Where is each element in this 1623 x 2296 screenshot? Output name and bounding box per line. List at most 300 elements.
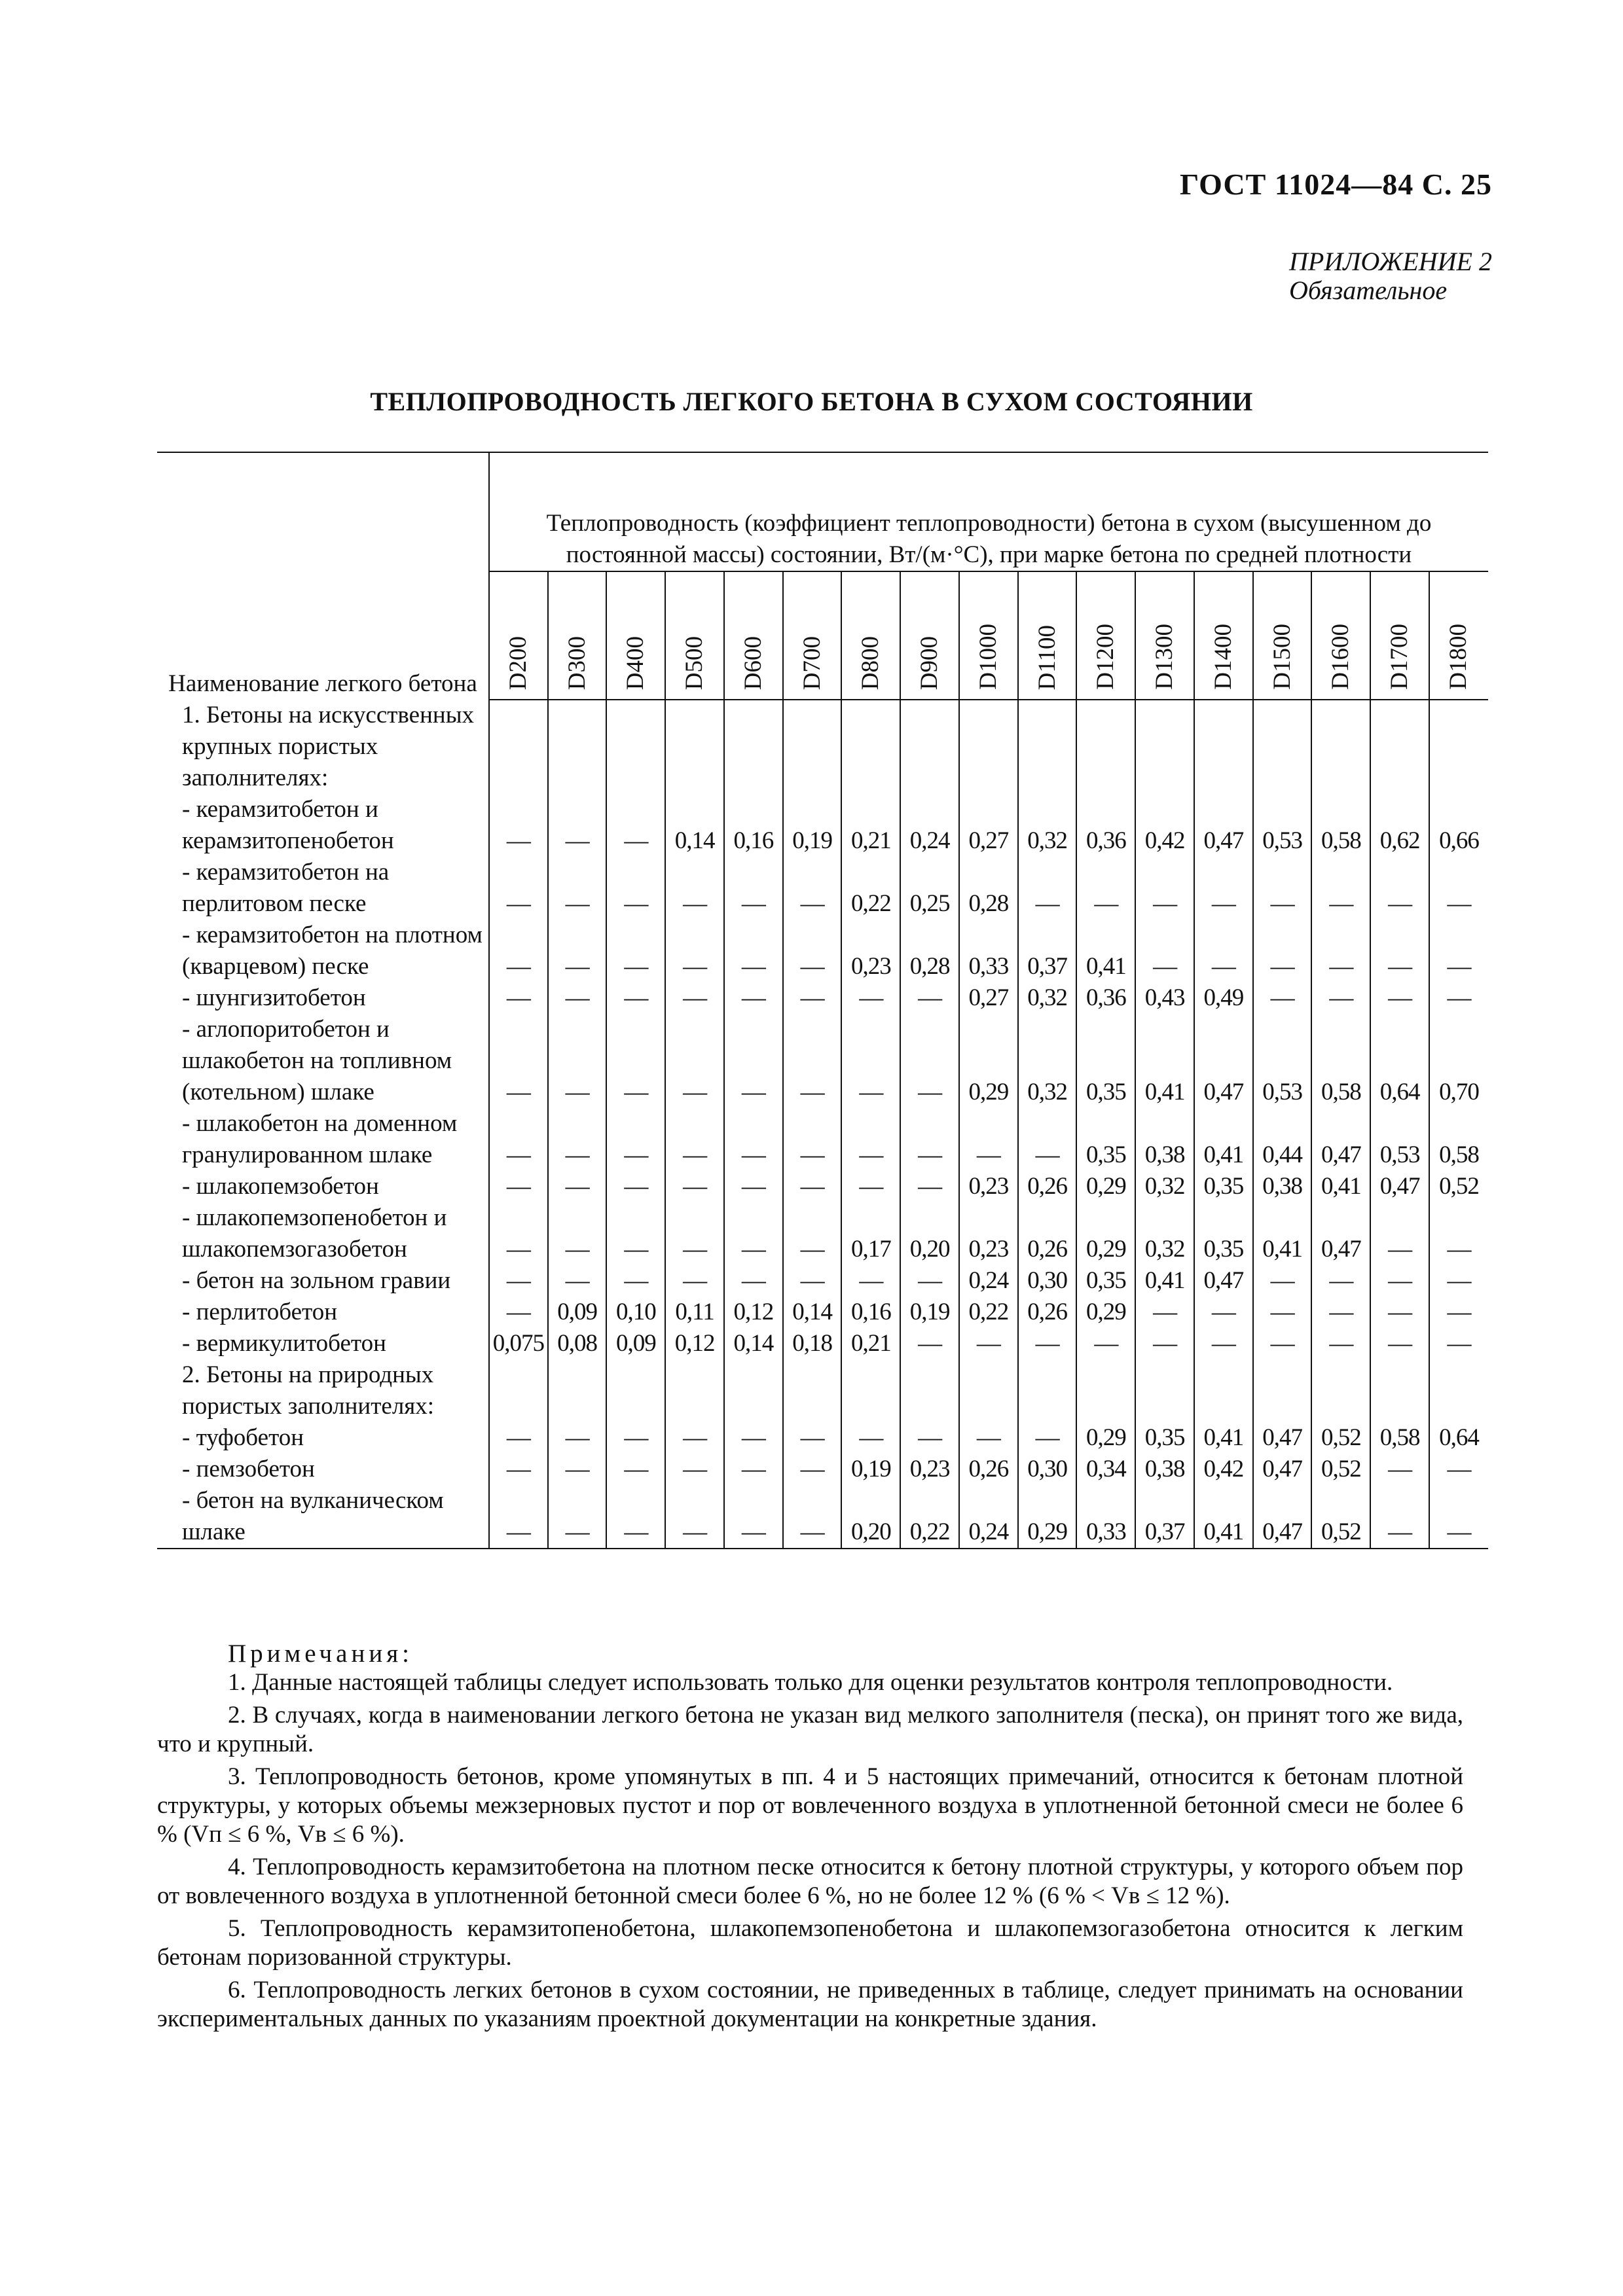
conductivity-value: 0,21 <box>841 1328 900 1359</box>
conductivity-value: — <box>1370 1297 1429 1328</box>
concrete-name <box>157 857 489 920</box>
conductivity-value: 0,23 <box>841 920 900 982</box>
grade-header <box>900 571 959 700</box>
conductivity-value: — <box>506 827 530 854</box>
conductivity-value <box>1311 700 1370 794</box>
grade-label: D700 <box>798 636 826 690</box>
conductivity-value: 0,26 <box>1018 1171 1077 1202</box>
conductivity-value: 0,52 <box>1429 1171 1488 1202</box>
conductivity-value: — <box>1253 1265 1312 1297</box>
conductivity-value: 0,19 <box>783 794 842 857</box>
grade-label: D1500 <box>1268 624 1296 690</box>
note-item: 2. В случаях, когда в наименовании легкого бетона не указан вид мелкого заполнителя (песка), он принят того же вида, что и крупный. <box>157 1702 1463 1757</box>
grade-header <box>489 571 548 700</box>
conductivity-value: 0,09 <box>606 1328 665 1359</box>
conductivity-value: — <box>959 1108 1018 1171</box>
conductivity-value: — <box>606 1265 665 1297</box>
conductivity-value: — <box>900 982 959 1014</box>
conductivity-value: — <box>606 1454 665 1485</box>
conductivity-value: — <box>1311 857 1370 920</box>
conductivity-value <box>1253 700 1312 794</box>
conductivity-value: — <box>724 1454 783 1485</box>
conductivity-value: 0,32 <box>1018 982 1077 1014</box>
grade-header <box>548 571 607 700</box>
conductivity-value: 0,47 <box>1311 1202 1370 1265</box>
grade-header <box>1194 571 1253 700</box>
conductivity-value: — <box>606 1485 665 1549</box>
conductivity-value: 0,52 <box>1311 1485 1370 1549</box>
concrete-name <box>157 700 489 794</box>
conductivity-value: 0,53 <box>1370 1108 1429 1171</box>
conductivity-value <box>489 1359 548 1422</box>
conductivity-value: 0,10 <box>606 1297 665 1328</box>
conductivity-value: — <box>665 857 724 920</box>
conductivity-value: — <box>606 1422 665 1454</box>
conductivity-value: — <box>606 1171 665 1202</box>
conductivity-value: — <box>1194 857 1253 920</box>
grade-header <box>1370 571 1429 700</box>
conductivity-value: 0,29 <box>1076 1297 1135 1328</box>
appendix-status: Обязательное <box>1289 276 1448 305</box>
conductivity-value: — <box>665 982 724 1014</box>
conductivity-value: — <box>548 1171 607 1202</box>
conductivity-value: 0,16 <box>724 794 783 857</box>
concrete-name-text: - бетон на вулканическом шлаке <box>182 1487 444 1545</box>
grade-label: D400 <box>622 636 649 690</box>
conductivity-value: 0,29 <box>959 1014 1018 1108</box>
conductivity-value: — <box>959 1328 1018 1359</box>
note-item: 6. Теплопроводность легких бетонов в сухом состоянии, не приведенных в таблице, следует принимать на основании экспериментальных данных по указаниям проектной документации на конкретные здания. <box>157 1977 1463 2032</box>
conductivity-value: — <box>783 1265 842 1297</box>
table-group-row <box>157 1359 1488 1422</box>
conductivity-value <box>1194 1359 1253 1422</box>
conductivity-value: 0,19 <box>900 1297 959 1328</box>
concrete-name <box>157 982 489 1014</box>
grade-header <box>1018 571 1077 700</box>
conductivity-value: — <box>1135 1297 1194 1328</box>
conductivity-value: — <box>606 794 665 857</box>
table-row <box>157 794 1488 857</box>
conductivity-value: 0,53 <box>1253 1014 1312 1108</box>
conductivity-value: — <box>1311 982 1370 1014</box>
conductivity-value: — <box>783 920 842 982</box>
conductivity-value <box>841 700 900 794</box>
conductivity-value: 0,14 <box>724 1328 783 1359</box>
conductivity-value: 0,58 <box>1311 794 1370 857</box>
conductivity-value: — <box>1311 1297 1370 1328</box>
conductivity-value: 0,47 <box>1253 1422 1312 1454</box>
conductivity-value: — <box>1253 920 1312 982</box>
conductivity-value: — <box>783 1454 842 1485</box>
conductivity-value: — <box>724 857 783 920</box>
name-column-header: Наименование легкого бетона <box>157 452 489 700</box>
conductivity-value: — <box>548 1202 607 1265</box>
conductivity-value: — <box>1370 857 1429 920</box>
conductivity-value: — <box>506 1141 530 1168</box>
table-row <box>157 920 1488 982</box>
conductivity-value: 0,26 <box>1018 1297 1077 1328</box>
concrete-name-text: - шлакопемзопенобетон и шлакопемзогазобетон <box>182 1204 447 1263</box>
conductivity-value: — <box>665 1108 724 1171</box>
conductivity-value: — <box>506 953 530 980</box>
conductivity-value: — <box>1429 982 1488 1014</box>
conductivity-value: 0,47 <box>1370 1171 1429 1202</box>
grade-header <box>724 571 783 700</box>
grade-header <box>1311 571 1370 700</box>
conductivity-value: — <box>665 1422 724 1454</box>
conductivity-value: — <box>783 1108 842 1171</box>
conductivity-value: — <box>724 1202 783 1265</box>
conductivity-value: — <box>841 1014 900 1108</box>
appendix-label: ПРИЛОЖЕНИЕ 2 <box>1289 247 1492 276</box>
conductivity-value: — <box>1311 920 1370 982</box>
conductivity-value: — <box>665 1454 724 1485</box>
conductivity-value: — <box>606 1202 665 1265</box>
conductivity-value: 0,37 <box>1135 1485 1194 1549</box>
conductivity-value: — <box>724 1422 783 1454</box>
note-item: 3. Теплопроводность бетонов, кроме упомянутых в пп. 4 и 5 настоящих примечаний, относится к бетонам плотной структуры, у которых объемы межзерновых пустот и пор от вовлеченного воздуха в уплотненной бетонной смеси не более 6 % (Vп ≤ 6 %, Vв ≤ 6 %). <box>157 1763 1463 1848</box>
conductivity-value: 0,16 <box>841 1297 900 1328</box>
conductivity-value <box>783 700 842 794</box>
concrete-name-text: - аглопоритобетон и шлакобетон на топливном (котельном) шлаке <box>182 1016 452 1105</box>
conductivity-value: 0,35 <box>1194 1202 1253 1265</box>
conductivity-value: 0,22 <box>841 857 900 920</box>
conductivity-value: 0,24 <box>900 794 959 857</box>
conductivity-value: — <box>1370 1328 1429 1359</box>
conductivity-value: 0,24 <box>959 1265 1018 1297</box>
grade-label: D900 <box>916 636 943 690</box>
concrete-name <box>157 1422 489 1454</box>
conductivity-value <box>1018 700 1077 794</box>
conductivity-value <box>1370 1359 1429 1422</box>
conductivity-value <box>1370 700 1429 794</box>
conductivity-value <box>1076 1359 1135 1422</box>
conductivity-value: 0,33 <box>959 920 1018 982</box>
conductivity-value: — <box>783 1202 842 1265</box>
conductivity-value: 0,08 <box>548 1328 607 1359</box>
conductivity-value: 0,49 <box>1194 982 1253 1014</box>
conductivity-value: 0,29 <box>1076 1202 1135 1265</box>
concrete-name <box>157 1265 489 1297</box>
conductivity-value: 0,32 <box>1018 1014 1077 1108</box>
conductivity-value: — <box>724 1171 783 1202</box>
conductivity-value: — <box>1253 1297 1312 1328</box>
conductivity-value: 0,11 <box>665 1297 724 1328</box>
note-item: 5. Теплопроводность керамзитопенобетона, шлакопемзопенобетона и шлакопемзогазобетона относится к легким бетонам поризованной структуры. <box>157 1915 1463 1971</box>
table-group-row <box>157 700 1488 794</box>
conductivity-value: — <box>1018 1108 1077 1171</box>
conductivity-value: 0,30 <box>1018 1454 1077 1485</box>
grade-header <box>1076 571 1135 700</box>
conductivity-value: 0,20 <box>900 1202 959 1265</box>
conductivity-value <box>841 1359 900 1422</box>
notes-section <box>157 1640 1463 2037</box>
grade-header <box>665 571 724 700</box>
conductivity-value: — <box>1429 1265 1488 1297</box>
conductivity-value: 0,52 <box>1311 1454 1370 1485</box>
conductivity-value: — <box>1194 1297 1253 1328</box>
conductivity-value: — <box>506 1173 530 1200</box>
conductivity-value <box>548 1359 607 1422</box>
conductivity-value: 0,38 <box>1253 1171 1312 1202</box>
conductivity-value: 0,36 <box>1076 982 1135 1014</box>
conductivity-value: — <box>665 1014 724 1108</box>
table-row <box>157 982 1488 1014</box>
conductivity-value <box>1076 700 1135 794</box>
conductivity-value <box>1194 700 1253 794</box>
conductivity-value: — <box>506 1267 530 1294</box>
conductivity-value: 0,27 <box>959 794 1018 857</box>
conductivity-value: 0,52 <box>1311 1422 1370 1454</box>
conductivity-value: 0,41 <box>1311 1171 1370 1202</box>
grade-label: D800 <box>857 636 884 690</box>
conductivity-value: — <box>1370 920 1429 982</box>
conductivity-value <box>1018 1359 1077 1422</box>
conductivity-value: — <box>506 1456 530 1482</box>
conductivity-value: 0,35 <box>1076 1014 1135 1108</box>
grade-label: D1000 <box>974 624 1002 690</box>
table-row <box>157 1014 1488 1108</box>
conductivity-value: — <box>1370 1202 1429 1265</box>
conductivity-value: — <box>506 1299 530 1325</box>
conductivity-value: — <box>1311 1265 1370 1297</box>
conductivity-value: — <box>1429 1297 1488 1328</box>
conductivity-value: 0,47 <box>1194 1014 1253 1108</box>
conductivity-value <box>724 1359 783 1422</box>
table-row <box>157 1454 1488 1485</box>
conductivity-value: — <box>841 1265 900 1297</box>
conductivity-value: 0,64 <box>1429 1422 1488 1454</box>
conductivity-value: 0,41 <box>1135 1014 1194 1108</box>
conductivity-value: 0,23 <box>959 1202 1018 1265</box>
conductivity-value <box>1253 1359 1312 1422</box>
table-row <box>157 1485 1488 1549</box>
conductivity-value: — <box>900 1171 959 1202</box>
conductivity-value <box>665 700 724 794</box>
conductivity-value: 0,12 <box>724 1297 783 1328</box>
conductivity-value: — <box>548 794 607 857</box>
conductivity-value: — <box>841 1171 900 1202</box>
table-row <box>157 1297 1488 1328</box>
conductivity-value: 0,58 <box>1429 1108 1488 1171</box>
conductivity-value: 0,36 <box>1076 794 1135 857</box>
conductivity-value: 0,38 <box>1135 1108 1194 1171</box>
conductivity-value: 0,47 <box>1311 1108 1370 1171</box>
conductivity-value: 0,42 <box>1194 1454 1253 1485</box>
conductivity-value <box>1311 1359 1370 1422</box>
conductivity-value: — <box>783 1422 842 1454</box>
concrete-name-text: - бетон на зольном гравии <box>182 1267 451 1294</box>
conductivity-value: 0,24 <box>959 1485 1018 1549</box>
conductivity-value: — <box>606 1108 665 1171</box>
notes-heading: Примечания: <box>228 1640 413 1668</box>
conductivity-value <box>900 1359 959 1422</box>
table-row <box>157 1108 1488 1171</box>
conductivity-value: 0,41 <box>1194 1422 1253 1454</box>
conductivity-value: 0,17 <box>841 1202 900 1265</box>
conductivity-value: 0,30 <box>1018 1265 1077 1297</box>
conductivity-value: — <box>1311 1328 1370 1359</box>
conductivity-value: — <box>1370 1485 1429 1549</box>
appendix-block <box>1289 247 1492 305</box>
conductivity-value <box>900 700 959 794</box>
conductivity-value: 0,22 <box>900 1485 959 1549</box>
conductivity-value: 0,41 <box>1135 1265 1194 1297</box>
conductivity-value: 0,075 <box>492 1330 544 1357</box>
grade-label: D600 <box>739 636 767 690</box>
conductivity-value: — <box>1429 1202 1488 1265</box>
concrete-name <box>157 1328 489 1359</box>
conductivity-value: 0,29 <box>1076 1171 1135 1202</box>
concrete-name <box>157 1454 489 1485</box>
conductivity-value: — <box>724 1014 783 1108</box>
conductivity-value: — <box>900 1422 959 1454</box>
conductivity-value: 0,70 <box>1429 1014 1488 1108</box>
conductivity-value: 0,41 <box>1076 920 1135 982</box>
conductivity-value: 0,23 <box>959 1171 1018 1202</box>
conductivity-value <box>665 1359 724 1422</box>
conductivity-value: — <box>548 1265 607 1297</box>
concrete-name <box>157 920 489 982</box>
conductivity-value: 0,09 <box>548 1297 607 1328</box>
conductivity-value: — <box>1253 857 1312 920</box>
conductivity-value: — <box>665 1265 724 1297</box>
conductivity-value: — <box>900 1108 959 1171</box>
concrete-name-text: - перлитобетон <box>182 1299 337 1325</box>
conductivity-value <box>783 1359 842 1422</box>
concrete-name-text: - шлакобетон на доменном гранулированном шлаке <box>182 1110 458 1168</box>
conductivity-value: — <box>841 1108 900 1171</box>
conductivity-value: — <box>783 1171 842 1202</box>
conductivity-value: — <box>606 1014 665 1108</box>
conductivity-value: — <box>1135 1328 1194 1359</box>
conductivity-value: 0,62 <box>1370 794 1429 857</box>
table-row <box>157 1202 1488 1265</box>
table-row <box>157 857 1488 920</box>
conductivity-value: — <box>548 1108 607 1171</box>
page-header: ГОСТ 11024—84 С. 25 <box>1179 168 1492 201</box>
table-row <box>157 1422 1488 1454</box>
conductivity-value: — <box>1135 857 1194 920</box>
conductivity-value: 0,18 <box>783 1328 842 1359</box>
conductivity-value: 0,20 <box>841 1485 900 1549</box>
group-column-header: Теплопроводность (коэффициент теплопроводности) бетона в сухом (высушенном до постоянной массы) состоянии, Вт/(м·°С), при марке бетона по средней плотности <box>489 452 1488 571</box>
conductivity-value: 0,22 <box>959 1297 1018 1328</box>
conductivity-value: — <box>1429 920 1488 982</box>
conductivity-value: — <box>1194 920 1253 982</box>
conductivity-value: 0,41 <box>1253 1202 1312 1265</box>
conductivity-value: 0,14 <box>665 794 724 857</box>
table-row <box>157 1171 1488 1202</box>
conductivity-value: — <box>724 1485 783 1549</box>
conductivity-value: — <box>1135 920 1194 982</box>
conductivity-value: — <box>724 1108 783 1171</box>
concrete-name-text: - керамзитобетон на плотном (кварцевом) песке <box>182 922 483 980</box>
conductivity-value: — <box>506 1236 530 1263</box>
conductivity-value: — <box>724 920 783 982</box>
conductivity-value: — <box>1370 1454 1429 1485</box>
conductivity-value: — <box>724 982 783 1014</box>
conductivity-value: — <box>1429 1328 1488 1359</box>
conductivity-value: 0,14 <box>783 1297 842 1328</box>
conductivity-value: 0,44 <box>1253 1108 1312 1171</box>
conductivity-value: — <box>548 1014 607 1108</box>
grade-header <box>1429 571 1488 700</box>
concrete-name <box>157 1359 489 1422</box>
document-title: ТЕПЛОПРОВОДНОСТЬ ЛЕГКОГО БЕТОНА В СУХОМ СОСТОЯНИИ <box>370 387 1253 416</box>
conductivity-value: — <box>506 984 530 1011</box>
concrete-name <box>157 1297 489 1328</box>
conductivity-value: — <box>1076 857 1135 920</box>
conductivity-value: — <box>1370 982 1429 1014</box>
conductivity-value <box>959 700 1018 794</box>
conductivity-value: 0,35 <box>1076 1108 1135 1171</box>
grade-label: D1100 <box>1033 624 1061 690</box>
conductivity-value <box>548 700 607 794</box>
conductivity-value: — <box>1018 1422 1077 1454</box>
concrete-name-text: 1. Бетоны на искусственных крупных пористых заполнителях: <box>182 702 475 791</box>
conductivity-value: 0,42 <box>1135 794 1194 857</box>
conductivity-value: 0,58 <box>1311 1014 1370 1108</box>
conductivity-value <box>1135 1359 1194 1422</box>
grade-label: D500 <box>681 636 708 690</box>
conductivity-value: — <box>783 857 842 920</box>
conductivity-value: 0,47 <box>1194 1265 1253 1297</box>
conductivity-value: — <box>900 1328 959 1359</box>
conductivity-value: — <box>548 1454 607 1485</box>
conductivity-value: 0,26 <box>959 1454 1018 1485</box>
conductivity-value: — <box>548 857 607 920</box>
conductivity-value: 0,28 <box>900 920 959 982</box>
conductivity-value: — <box>724 1265 783 1297</box>
conductivity-value <box>1135 700 1194 794</box>
conductivity-value: — <box>606 982 665 1014</box>
concrete-name <box>157 1014 489 1108</box>
conductivity-value: 0,41 <box>1194 1485 1253 1549</box>
conductivity-value: — <box>665 1171 724 1202</box>
conductivity-value: 0,28 <box>959 857 1018 920</box>
conductivity-value <box>489 700 548 794</box>
conductivity-table <box>157 452 1488 1549</box>
conductivity-value: 0,32 <box>1018 794 1077 857</box>
conductivity-value: — <box>506 1518 530 1545</box>
table-row <box>157 1265 1488 1297</box>
conductivity-value: 0,25 <box>900 857 959 920</box>
conductivity-value: — <box>783 1485 842 1549</box>
conductivity-value: — <box>506 1424 530 1451</box>
conductivity-value: 0,35 <box>1194 1171 1253 1202</box>
conductivity-value: 0,66 <box>1429 794 1488 857</box>
concrete-name <box>157 1171 489 1202</box>
conductivity-value: 0,21 <box>841 794 900 857</box>
conductivity-value: 0,43 <box>1135 982 1194 1014</box>
grade-label: D1800 <box>1445 624 1472 690</box>
conductivity-value: 0,29 <box>1018 1485 1077 1549</box>
grade-label: D1200 <box>1092 624 1120 690</box>
conductivity-value: 0,12 <box>665 1328 724 1359</box>
grade-label: D1700 <box>1386 624 1413 690</box>
concrete-name-text: - керамзитобетон и керамзитопенобетон <box>182 796 394 854</box>
note-item: 1. Данные настоящей таблицы следует использовать только для оценки результатов контроля теплопроводности. <box>228 1669 1393 1696</box>
conductivity-value: — <box>783 1014 842 1108</box>
grade-header <box>783 571 842 700</box>
conductivity-value: 0,27 <box>959 982 1018 1014</box>
conductivity-value <box>606 700 665 794</box>
grade-header <box>959 571 1018 700</box>
conductivity-value: — <box>1018 857 1077 920</box>
conductivity-value: 0,64 <box>1370 1014 1429 1108</box>
conductivity-value: 0,26 <box>1018 1202 1077 1265</box>
